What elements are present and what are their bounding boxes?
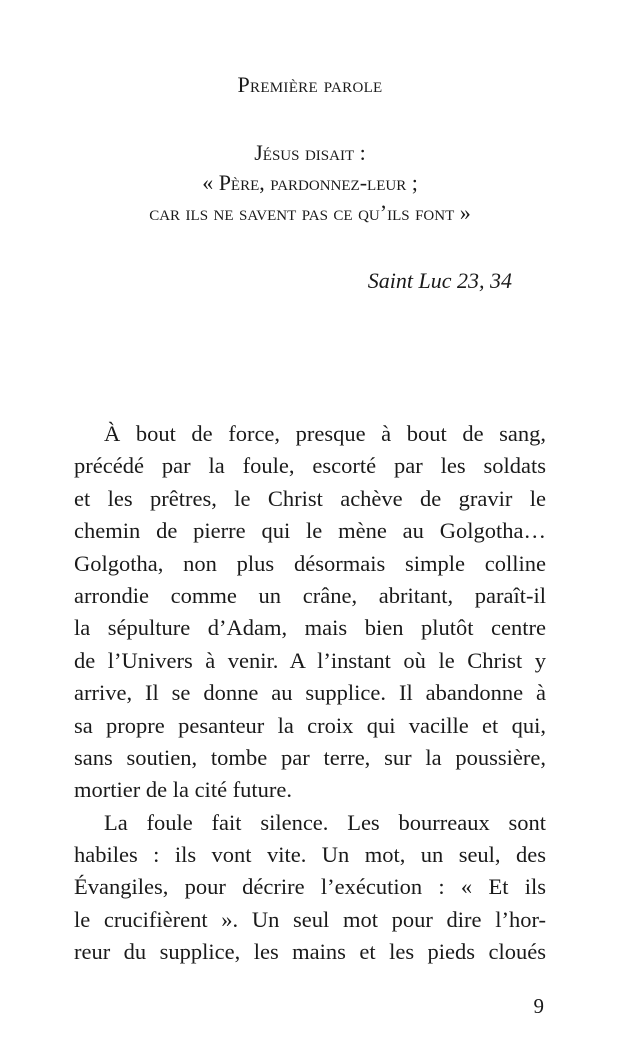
paragraph-line: Golgotha, non plus désormais simple colline (74, 550, 546, 576)
paragraph-line: le crucifièrent ». Un seul mot pour dire l’hor- (74, 906, 546, 932)
epigraph-line: « Père, pardonnez-leur ; (202, 170, 418, 195)
paragraph-line: la sépulture d’Adam, mais bien plutôt centre (74, 615, 546, 641)
paragraph-line: À bout de force, presque à bout de sang, (104, 421, 546, 446)
epigraph-line: Jésus disait : (254, 140, 366, 165)
paragraph-line: chemin de pierre qui le mène au Golgotha… (74, 518, 546, 544)
paragraph-line: Évangiles, pour décrire l’exécution : « Et ils (74, 874, 546, 900)
paragraph-line: habiles : ils vont vite. Un mot, un seul, des (74, 842, 546, 868)
body-text (74, 418, 546, 969)
paragraph-line: reur du supplice, les mains et les pieds cloués (74, 939, 546, 965)
paragraph-line: mortier de la cité future. (74, 777, 293, 803)
paragraph-line: de l’Univers à venir. A l’instant où le Christ y (74, 647, 546, 673)
paragraph-line: arrive, Il se donne au supplice. Il abandonne à (74, 680, 546, 706)
paragraph-line: précédé par la foule, escorté par les soldats (74, 453, 546, 479)
epigraph-line: car ils ne savent pas ce qu’ils font » (149, 200, 471, 225)
paragraph-line: arrondie comme un crâne, abritant, paraît-il (74, 582, 546, 608)
chapter-title: Première parole (237, 72, 383, 97)
epigraph (0, 138, 620, 228)
paragraph-line: et les prêtres, le Christ achève de gravir le (74, 485, 546, 511)
page-number: 9 (533, 994, 544, 1018)
bible-reference: Saint Luc 23, 34 (367, 268, 512, 293)
paragraph-line: sa propre pesanteur la croix qui vacille et qui, (74, 712, 546, 738)
paragraph-line: sans soutien, tombe par terre, sur la poussière, (74, 744, 546, 770)
paragraph-line: La foule fait silence. Les bourreaux sont (104, 809, 546, 835)
